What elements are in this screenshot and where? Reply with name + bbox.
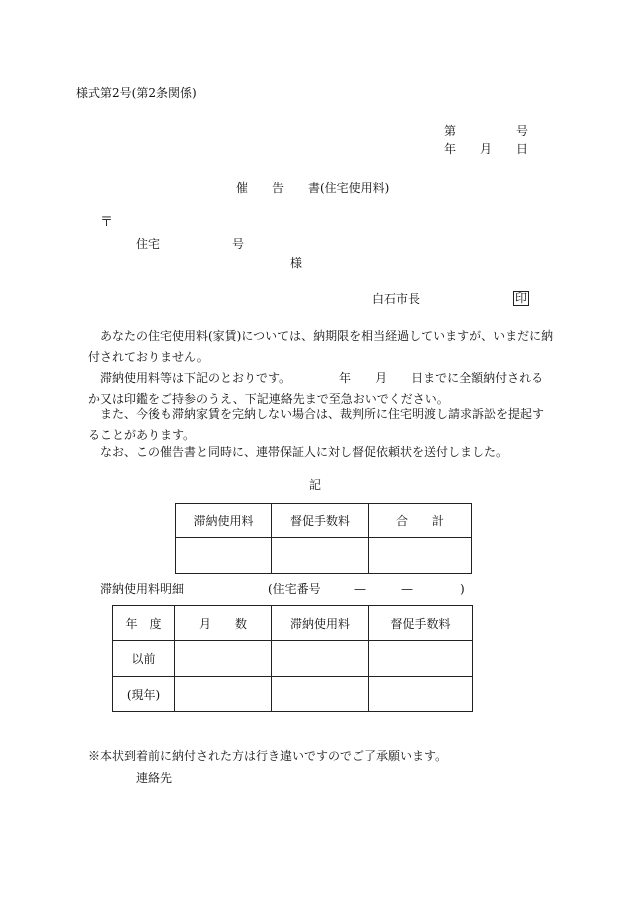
detail-row-label: (現年) <box>113 677 175 712</box>
body-paragraph-4: なお、この催告書と同時に、連帯保証人に対し督促依頼状を送付しました。 <box>100 445 509 459</box>
body-paragraph-1: あなたの住宅使用料(家賃)については、納期限を相当経過していますが、いまだに納付されておりません。 <box>88 329 554 364</box>
detail-table <box>112 605 473 712</box>
housing-number-dash-1: — <box>354 582 366 596</box>
summary-value-reminder-fee <box>272 538 369 574</box>
detail-cell-reminder-fee <box>369 641 473 677</box>
housing-number-open: (住宅番号 <box>268 582 321 596</box>
detail-cell-reminder-fee <box>369 677 473 712</box>
housing-number-label: 号 <box>232 237 245 251</box>
detail-row-label: 以前 <box>113 641 175 677</box>
summary-header-total: 合 計 <box>369 504 472 538</box>
date-month: 月 <box>480 142 493 156</box>
table-row <box>113 641 473 677</box>
detail-cell-delinquent-fee <box>272 641 369 677</box>
summary-table-header-row <box>176 504 472 538</box>
form-label: 様式第2号(第2条関係) <box>76 86 197 100</box>
seal-text: 印 <box>515 291 528 305</box>
body-paragraph-3: また、今後も滞納家賃を完納しない場合は、裁判所に住宅明渡し請求訴訟を提起することがあります。 <box>88 407 545 442</box>
housing-label: 住宅 <box>136 237 161 251</box>
payment-deadline-month: 月 <box>375 371 388 385</box>
page-title: 書(住宅使用料) <box>308 181 390 195</box>
body-paragraph-2-end: 日までに全額納付されるか又は印鑑をご持参のうえ、下記連絡先まで至急おいでください。 <box>88 371 544 406</box>
summary-header-delinquent-fee: 滞納使用料 <box>176 504 272 538</box>
doc-number-prefix: 第 <box>444 124 457 138</box>
summary-header-reminder-fee: 督促手数料 <box>272 504 369 538</box>
detail-cell-delinquent-fee <box>272 677 369 712</box>
date-year: 年 <box>444 142 457 156</box>
title-char-1: 催 <box>236 181 249 195</box>
detail-header-months: 月 数 <box>175 606 272 641</box>
ki-heading: 記 <box>309 478 322 492</box>
sender-name: 白石市長 <box>372 292 421 306</box>
summary-value-delinquent-fee <box>176 538 272 574</box>
detail-cell-months <box>175 641 272 677</box>
summary-table-value-row <box>176 538 472 574</box>
detail-table-header-row <box>113 606 473 641</box>
title-char-2: 告 <box>272 181 285 195</box>
postal-mark: 〒 <box>100 215 114 230</box>
summary-table <box>175 503 472 574</box>
detail-header-reminder-fee: 督促手数料 <box>369 606 473 641</box>
housing-number-dash-2: — <box>401 582 413 596</box>
seal-mark <box>513 291 529 306</box>
date-day: 日 <box>516 142 529 156</box>
table-row <box>113 677 473 712</box>
body-paragraph-2-start: 滞納使用料等は下記のとおりです。 <box>100 371 292 385</box>
honorific: 様 <box>290 256 303 270</box>
detail-header-fiscal-year: 年 度 <box>113 606 175 641</box>
contact-label: 連絡先 <box>136 771 173 785</box>
payment-deadline-year: 年 <box>339 371 352 385</box>
detail-header-delinquent-fee: 滞納使用料 <box>272 606 369 641</box>
housing-number-close: ) <box>460 582 465 596</box>
detail-label: 滞納使用料明細 <box>100 582 185 596</box>
summary-value-total <box>369 538 472 574</box>
advance-payment-note: ※本状到着前に納付された方は行き違いですのでご了承願います。 <box>88 749 448 763</box>
doc-number-suffix: 号 <box>516 124 529 138</box>
detail-cell-months <box>175 677 272 712</box>
